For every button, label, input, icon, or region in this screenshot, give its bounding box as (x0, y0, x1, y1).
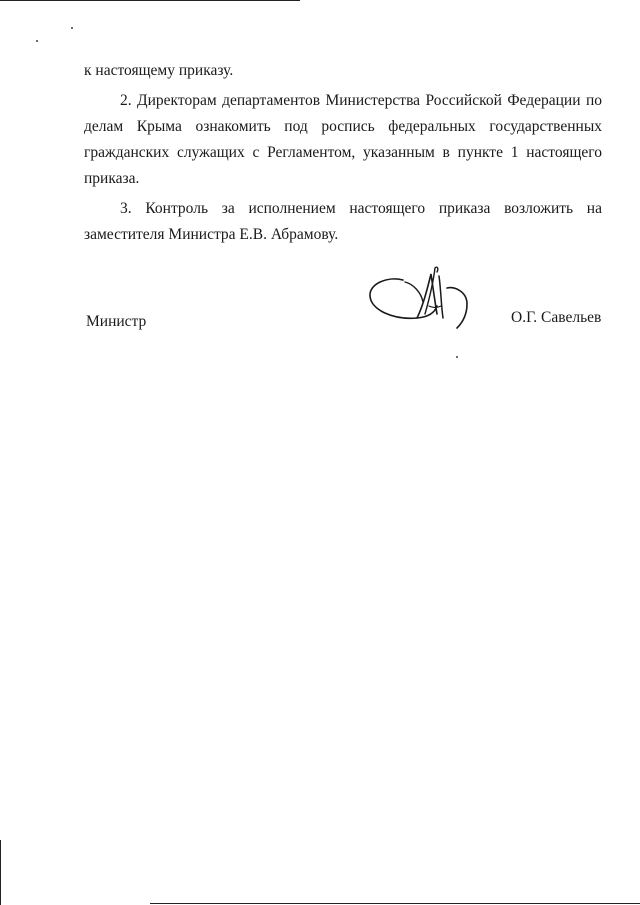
paragraph-2: 2. Директорам департаментов Министерства Российской Федерации по делам Крыма ознакомить под роспись федеральных государственных гражданских служащих с Регламентом, указанным в пункте 1 настоящего приказа. (84, 92, 602, 187)
paragraph-3: 3. Контроль за исполнением настоящего приказа возложить на заместителя Министра Е.В. Абрамову. (84, 200, 602, 243)
order-body (84, 58, 602, 248)
signatory-name: О.Г. Савельев (511, 309, 602, 326)
paragraph-continued: к настоящему приказу. (84, 62, 234, 79)
scan-speck (36, 40, 38, 42)
scan-speck (71, 27, 73, 29)
scan-bottom-edge (150, 903, 640, 904)
scan-left-edge (0, 840, 1, 905)
handwritten-signature (365, 262, 480, 334)
scan-top-edge (0, 0, 300, 1)
scan-speck (456, 356, 458, 358)
signatory-title: Министр (86, 313, 147, 330)
